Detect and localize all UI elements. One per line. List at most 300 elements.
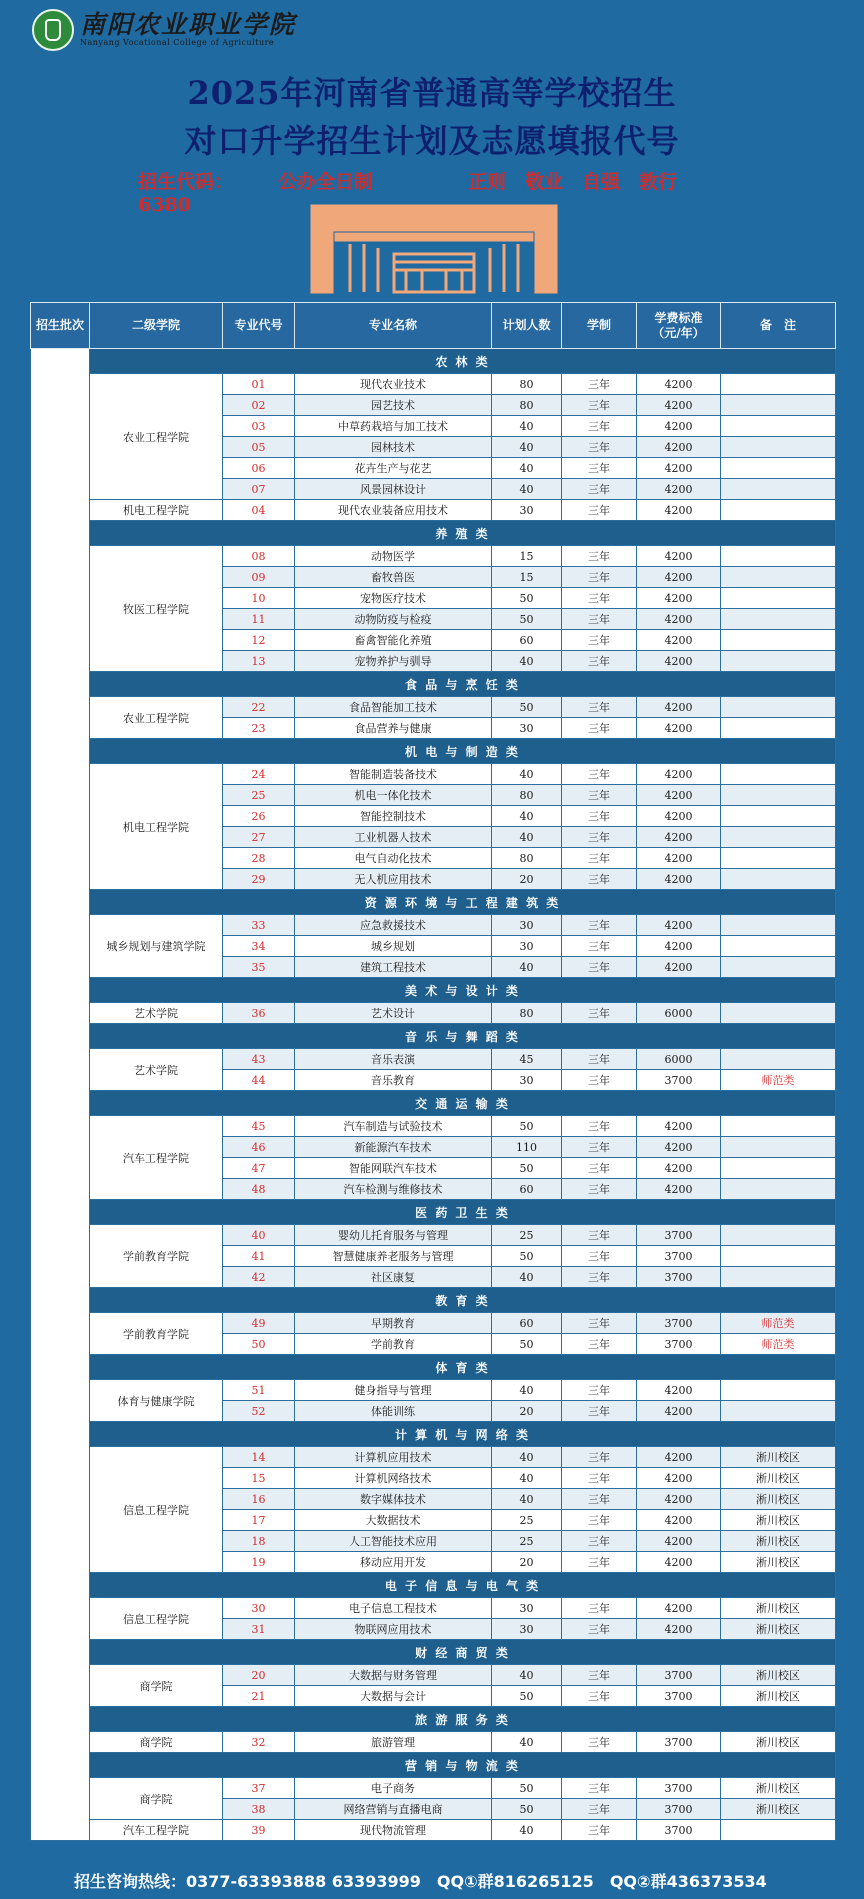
major-code: 14	[223, 1447, 295, 1468]
major-name: 食品营养与健康	[295, 718, 492, 739]
major-code: 31	[223, 1619, 295, 1640]
college-name: 机电工程学院	[90, 500, 223, 521]
study-duration: 三年	[562, 1686, 637, 1707]
study-duration: 三年	[562, 1313, 637, 1334]
major-code: 40	[223, 1225, 295, 1246]
major-code: 12	[223, 630, 295, 651]
tuition-fee: 4200	[637, 1598, 721, 1619]
study-duration: 三年	[562, 1552, 637, 1573]
category-row	[31, 1024, 836, 1049]
tuition-fee: 3700	[637, 1334, 721, 1355]
table-row	[31, 546, 836, 567]
tuition-fee: 4200	[637, 869, 721, 890]
tuition-fee: 3700	[637, 1225, 721, 1246]
table-row	[31, 1225, 836, 1246]
major-code: 20	[223, 1665, 295, 1686]
remark	[721, 651, 836, 672]
major-code: 18	[223, 1531, 295, 1552]
column-header: 二级学院	[90, 303, 223, 349]
planned-quota: 30	[492, 500, 562, 521]
category-name: 计 算 机 与 网 络 类	[90, 1422, 836, 1447]
major-code: 10	[223, 588, 295, 609]
major-name: 体能训练	[295, 1401, 492, 1422]
tuition-fee: 4200	[637, 718, 721, 739]
major-name: 宠物医疗技术	[295, 588, 492, 609]
tuition-fee: 4200	[637, 609, 721, 630]
major-name: 智能控制技术	[295, 806, 492, 827]
major-code: 26	[223, 806, 295, 827]
planned-quota: 40	[492, 764, 562, 785]
major-name: 健身指导与管理	[295, 1380, 492, 1401]
major-name: 早期教育	[295, 1313, 492, 1334]
tuition-fee: 4200	[637, 1552, 721, 1573]
major-code: 39	[223, 1820, 295, 1841]
remark	[721, 1267, 836, 1288]
table-row	[31, 764, 836, 785]
major-code: 35	[223, 957, 295, 978]
planned-quota: 50	[492, 609, 562, 630]
major-name: 动物防疫与检疫	[295, 609, 492, 630]
major-code: 01	[223, 374, 295, 395]
major-name: 机电一体化技术	[295, 785, 492, 806]
planned-quota: 40	[492, 1447, 562, 1468]
study-duration: 三年	[562, 1531, 637, 1552]
remark: 淅川校区	[721, 1619, 836, 1640]
major-name: 中草药栽培与加工技术	[295, 416, 492, 437]
major-code: 41	[223, 1246, 295, 1267]
planned-quota: 40	[492, 651, 562, 672]
study-duration: 三年	[562, 764, 637, 785]
planned-quota: 25	[492, 1225, 562, 1246]
planned-quota: 60	[492, 1179, 562, 1200]
study-duration: 三年	[562, 395, 637, 416]
remark: 淅川校区	[721, 1778, 836, 1799]
tuition-fee: 4200	[637, 1158, 721, 1179]
college-name: 艺术学院	[90, 1003, 223, 1024]
planned-quota: 50	[492, 1778, 562, 1799]
major-name: 艺术设计	[295, 1003, 492, 1024]
remark: 淅川校区	[721, 1468, 836, 1489]
college-name: 商学院	[90, 1732, 223, 1753]
major-name: 音乐教育	[295, 1070, 492, 1091]
tuition-fee: 4200	[637, 785, 721, 806]
study-duration: 三年	[562, 609, 637, 630]
column-header: 招生批次	[31, 303, 90, 349]
study-duration: 三年	[562, 1598, 637, 1619]
remark	[721, 630, 836, 651]
major-name: 电子商务	[295, 1778, 492, 1799]
planned-quota: 80	[492, 374, 562, 395]
remark	[721, 827, 836, 848]
major-code: 51	[223, 1380, 295, 1401]
planned-quota: 20	[492, 1401, 562, 1422]
category-name: 医 药 卫 生 类	[90, 1200, 836, 1225]
remark: 师范类	[721, 1070, 836, 1091]
major-code: 49	[223, 1313, 295, 1334]
planned-quota: 30	[492, 936, 562, 957]
major-name: 现代物流管理	[295, 1820, 492, 1841]
major-name: 移动应用开发	[295, 1552, 492, 1573]
major-code: 45	[223, 1116, 295, 1137]
tuition-fee: 4200	[637, 1447, 721, 1468]
major-name: 智能制造装备技术	[295, 764, 492, 785]
study-duration: 三年	[562, 1179, 637, 1200]
tuition-fee: 3700	[637, 1686, 721, 1707]
remark	[721, 806, 836, 827]
study-duration: 三年	[562, 1334, 637, 1355]
remark: 淅川校区	[721, 1732, 836, 1753]
tuition-fee: 4200	[637, 437, 721, 458]
remark: 淅川校区	[721, 1552, 836, 1573]
planned-quota: 40	[492, 827, 562, 848]
tuition-fee: 4200	[637, 915, 721, 936]
school-type: 公办全日制	[278, 171, 374, 193]
tuition-fee: 4200	[637, 395, 721, 416]
tuition-fee: 4200	[637, 500, 721, 521]
category-row	[31, 1288, 836, 1313]
remark	[721, 1179, 836, 1200]
remark	[721, 500, 836, 521]
major-code: 09	[223, 567, 295, 588]
major-code: 06	[223, 458, 295, 479]
table-row	[31, 1003, 836, 1024]
tuition-fee: 3700	[637, 1070, 721, 1091]
major-code: 43	[223, 1049, 295, 1070]
major-name: 现代农业技术	[295, 374, 492, 395]
college-name: 学前教育学院	[90, 1225, 223, 1288]
table-row	[31, 1447, 836, 1468]
major-name: 计算机网络技术	[295, 1468, 492, 1489]
remark: 淅川校区	[721, 1665, 836, 1686]
planned-quota: 60	[492, 1313, 562, 1334]
major-name: 动物医学	[295, 546, 492, 567]
category-row	[31, 521, 836, 546]
planned-quota: 80	[492, 785, 562, 806]
remark	[721, 588, 836, 609]
category-row	[31, 1573, 836, 1598]
college-name: 信息工程学院	[90, 1598, 223, 1640]
major-code: 25	[223, 785, 295, 806]
major-name: 畜牧兽医	[295, 567, 492, 588]
table-row	[31, 1665, 836, 1686]
major-name: 旅游管理	[295, 1732, 492, 1753]
remark	[721, 697, 836, 718]
remark	[721, 416, 836, 437]
planned-quota: 50	[492, 1334, 562, 1355]
column-header: 备 注	[721, 303, 836, 349]
study-duration: 三年	[562, 458, 637, 479]
college-name: 农业工程学院	[90, 697, 223, 739]
college-name-english: Nanyang Vocational College of Agriculture	[80, 38, 275, 47]
college-name: 汽车工程学院	[90, 1116, 223, 1200]
major-code: 42	[223, 1267, 295, 1288]
tuition-fee: 4200	[637, 1531, 721, 1552]
enrollment-plan-table	[30, 302, 836, 1841]
study-duration: 三年	[562, 546, 637, 567]
major-name: 风景园林设计	[295, 479, 492, 500]
planned-quota: 80	[492, 395, 562, 416]
table-row	[31, 1380, 836, 1401]
tuition-fee: 4200	[637, 630, 721, 651]
remark: 淅川校区	[721, 1799, 836, 1820]
major-code: 27	[223, 827, 295, 848]
category-name: 食 品 与 烹 饪 类	[90, 672, 836, 697]
college-emblem-icon	[32, 9, 74, 51]
study-duration: 三年	[562, 374, 637, 395]
study-duration: 三年	[562, 1225, 637, 1246]
remark	[721, 1246, 836, 1267]
planned-quota: 40	[492, 479, 562, 500]
planned-quota: 50	[492, 1799, 562, 1820]
tuition-fee: 4200	[637, 827, 721, 848]
major-code: 44	[223, 1070, 295, 1091]
tuition-fee: 4200	[637, 588, 721, 609]
tuition-fee: 4200	[637, 546, 721, 567]
college-name: 汽车工程学院	[90, 1820, 223, 1841]
table-row	[31, 697, 836, 718]
category-row	[31, 1422, 836, 1447]
planned-quota: 40	[492, 957, 562, 978]
remark	[721, 1380, 836, 1401]
study-duration: 三年	[562, 416, 637, 437]
study-duration: 三年	[562, 1003, 637, 1024]
major-code: 21	[223, 1686, 295, 1707]
planned-quota: 80	[492, 1003, 562, 1024]
tuition-fee: 4200	[637, 1510, 721, 1531]
remark	[721, 785, 836, 806]
planned-quota: 30	[492, 1619, 562, 1640]
planned-quota: 110	[492, 1137, 562, 1158]
remark	[721, 764, 836, 785]
study-duration: 三年	[562, 1158, 637, 1179]
planned-quota: 40	[492, 1489, 562, 1510]
study-duration: 三年	[562, 936, 637, 957]
study-duration: 三年	[562, 1468, 637, 1489]
contact-hotline: 招生咨询热线：0377-63393888 63393999 QQ①群816265125 QQ②群436373534	[30, 1864, 835, 1896]
remark	[721, 1401, 836, 1422]
remark	[721, 1820, 836, 1841]
tuition-fee: 4200	[637, 1489, 721, 1510]
planned-quota: 30	[492, 718, 562, 739]
tuition-fee: 4200	[637, 957, 721, 978]
planned-quota: 45	[492, 1049, 562, 1070]
tuition-fee: 4200	[637, 1401, 721, 1422]
study-duration: 三年	[562, 651, 637, 672]
batch-label: 对口专科	[31, 349, 90, 1841]
tuition-fee: 4200	[637, 1116, 721, 1137]
major-code: 05	[223, 437, 295, 458]
major-code: 13	[223, 651, 295, 672]
tuition-fee: 4200	[637, 651, 721, 672]
planned-quota: 15	[492, 567, 562, 588]
column-header: 专业代号	[223, 303, 295, 349]
page-subtitle: 对口升学招生计划及志愿填报代号	[184, 122, 680, 160]
remark	[721, 458, 836, 479]
college-name: 信息工程学院	[90, 1447, 223, 1573]
major-code: 50	[223, 1334, 295, 1355]
major-code: 47	[223, 1158, 295, 1179]
major-name: 大数据与会计	[295, 1686, 492, 1707]
category-name: 养 殖 类	[90, 521, 836, 546]
major-name: 人工智能技术应用	[295, 1531, 492, 1552]
study-duration: 三年	[562, 567, 637, 588]
school-motto: 正则 敬业 自强 敦行	[468, 171, 678, 193]
remark	[721, 957, 836, 978]
college-name: 南阳农业职业学院	[80, 10, 297, 39]
table-row	[31, 1049, 836, 1070]
remark: 师范类	[721, 1334, 836, 1355]
study-duration: 三年	[562, 1799, 637, 1820]
remark	[721, 609, 836, 630]
category-name: 资 源 环 境 与 工 程 建 筑 类	[90, 890, 836, 915]
college-name: 农业工程学院	[90, 374, 223, 500]
planned-quota: 20	[492, 1552, 562, 1573]
major-name: 应急救援技术	[295, 915, 492, 936]
tuition-fee: 4200	[637, 848, 721, 869]
study-duration: 三年	[562, 869, 637, 890]
tuition-fee: 4200	[637, 374, 721, 395]
major-code: 03	[223, 416, 295, 437]
major-code: 02	[223, 395, 295, 416]
major-code: 34	[223, 936, 295, 957]
major-name: 网络营销与直播电商	[295, 1799, 492, 1820]
study-duration: 三年	[562, 500, 637, 521]
planned-quota: 30	[492, 1070, 562, 1091]
tuition-fee: 4200	[637, 806, 721, 827]
major-name: 电子信息工程技术	[295, 1598, 492, 1619]
major-code: 16	[223, 1489, 295, 1510]
college-name: 商学院	[90, 1665, 223, 1707]
planned-quota: 80	[492, 848, 562, 869]
category-row	[31, 349, 836, 374]
planned-quota: 40	[492, 1732, 562, 1753]
table-row	[31, 1732, 836, 1753]
major-name: 大数据技术	[295, 1510, 492, 1531]
major-code: 08	[223, 546, 295, 567]
study-duration: 三年	[562, 1665, 637, 1686]
college-name: 牧医工程学院	[90, 546, 223, 672]
column-header: 学制	[562, 303, 637, 349]
remark	[721, 546, 836, 567]
remark	[721, 848, 836, 869]
major-code: 48	[223, 1179, 295, 1200]
study-duration: 三年	[562, 1732, 637, 1753]
page-title: 2025年河南省普通高等学校招生	[187, 74, 677, 112]
study-duration: 三年	[562, 718, 637, 739]
study-duration: 三年	[562, 1116, 637, 1137]
tuition-fee: 3700	[637, 1313, 721, 1334]
table-row	[31, 1116, 836, 1137]
category-row	[31, 1091, 836, 1116]
tuition-fee: 4200	[637, 1619, 721, 1640]
major-code: 33	[223, 915, 295, 936]
major-name: 汽车制造与试验技术	[295, 1116, 492, 1137]
category-row	[31, 1707, 836, 1732]
study-duration: 三年	[562, 437, 637, 458]
study-duration: 三年	[562, 1401, 637, 1422]
remark	[721, 437, 836, 458]
tuition-fee: 4200	[637, 936, 721, 957]
major-name: 汽车检测与维修技术	[295, 1179, 492, 1200]
planned-quota: 40	[492, 1665, 562, 1686]
remark	[721, 1158, 836, 1179]
major-code: 37	[223, 1778, 295, 1799]
remark: 淅川校区	[721, 1598, 836, 1619]
planned-quota: 40	[492, 437, 562, 458]
major-name: 电气自动化技术	[295, 848, 492, 869]
remark	[721, 1003, 836, 1024]
major-code: 29	[223, 869, 295, 890]
enrollment-code: 招生代码：6380	[138, 171, 234, 216]
remark	[721, 1049, 836, 1070]
planned-quota: 40	[492, 806, 562, 827]
planned-quota: 40	[492, 1267, 562, 1288]
study-duration: 三年	[562, 1489, 637, 1510]
study-duration: 三年	[562, 785, 637, 806]
college-logo	[32, 10, 296, 50]
planned-quota: 50	[492, 697, 562, 718]
tuition-fee: 4200	[637, 764, 721, 785]
table-row	[31, 1598, 836, 1619]
remark: 淅川校区	[721, 1531, 836, 1552]
remark	[721, 1225, 836, 1246]
planned-quota: 15	[492, 546, 562, 567]
remark	[721, 567, 836, 588]
remark: 淅川校区	[721, 1510, 836, 1531]
major-code: 38	[223, 1799, 295, 1820]
planned-quota: 50	[492, 1686, 562, 1707]
major-code: 07	[223, 479, 295, 500]
tuition-fee: 4200	[637, 1137, 721, 1158]
major-name: 园艺技术	[295, 395, 492, 416]
study-duration: 三年	[562, 915, 637, 936]
major-name: 工业机器人技术	[295, 827, 492, 848]
study-duration: 三年	[562, 1820, 637, 1841]
planned-quota: 50	[492, 1116, 562, 1137]
category-name: 机 电 与 制 造 类	[90, 739, 836, 764]
study-duration: 三年	[562, 1137, 637, 1158]
major-name: 物联网应用技术	[295, 1619, 492, 1640]
major-name: 大数据与财务管理	[295, 1665, 492, 1686]
study-duration: 三年	[562, 1778, 637, 1799]
study-duration: 三年	[562, 827, 637, 848]
study-duration: 三年	[562, 479, 637, 500]
planned-quota: 40	[492, 1380, 562, 1401]
category-name: 音 乐 与 舞 蹈 类	[90, 1024, 836, 1049]
major-name: 学前教育	[295, 1334, 492, 1355]
tuition-fee: 3700	[637, 1665, 721, 1686]
tuition-fee: 4200	[637, 567, 721, 588]
remark	[721, 936, 836, 957]
table-row	[31, 374, 836, 395]
study-duration: 三年	[562, 697, 637, 718]
college-name: 艺术学院	[90, 1049, 223, 1091]
major-code: 19	[223, 1552, 295, 1573]
category-name: 电 子 信 息 与 电 气 类	[90, 1573, 836, 1598]
planned-quota: 40	[492, 1468, 562, 1489]
tuition-fee: 6000	[637, 1049, 721, 1070]
major-name: 现代农业装备应用技术	[295, 500, 492, 521]
column-header: 专业名称	[295, 303, 492, 349]
tuition-fee: 6000	[637, 1003, 721, 1024]
table-header-row	[31, 303, 836, 349]
planned-quota: 40	[492, 458, 562, 479]
tuition-fee: 4200	[637, 1468, 721, 1489]
major-code: 52	[223, 1401, 295, 1422]
planned-quota: 25	[492, 1531, 562, 1552]
major-name: 数字媒体技术	[295, 1489, 492, 1510]
planned-quota: 40	[492, 1820, 562, 1841]
